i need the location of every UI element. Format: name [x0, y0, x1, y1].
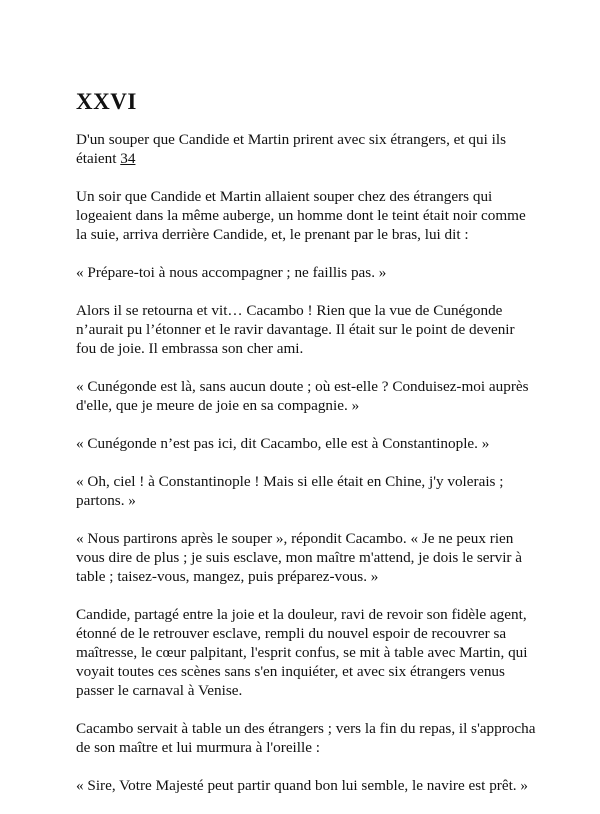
paragraph-6: « Oh, ciel ! à Constantinople ! Mais si elle était en Chine, j'y volerais ; partons. »	[76, 473, 504, 509]
document-page	[76, 88, 536, 814]
paragraph-5: « Cunégonde n’est pas ici, dit Cacambo, elle est à Constantinople. »	[76, 435, 490, 452]
paragraph-10: « Sire, Votre Majesté peut partir quand bon lui semble, le navire est prêt. »	[76, 777, 528, 794]
chapter-title: XXVI	[76, 89, 137, 114]
footnote-link[interactable]: 34	[120, 150, 136, 167]
paragraph-8: Candide, partagé entre la joie et la douleur, ravi de revoir son fidèle agent, étonné de le retrouver esclave, rempli du nouvel espoir de recouvrer sa maîtresse, le cœur palpitant, l'esprit confus, se mit à table avec Martin, qui voyait toutes ces scènes sans s'en inquiéter, et avec six étrangers venus passer le carnaval à Venise.	[76, 606, 528, 699]
paragraph-3: Alors il se retourna et vit… Cacambo ! Rien que la vue de Cunégonde n’aurait pu l’étonner et le ravir davantage. Il était sur le point de devenir fou de joie. Il embrassa son cher ami.	[76, 302, 515, 357]
paragraph-4: « Cunégonde est là, sans aucun doute ; où est-elle ? Conduisez-moi auprès d'elle, que je meure de joie en sa compagnie. »	[76, 378, 529, 414]
paragraph-9: Cacambo servait à table un des étrangers ; vers la fin du repas, il s'approcha de son maître et lui murmura à l'oreille :	[76, 720, 536, 756]
paragraph-7: « Nous partirons après le souper », répondit Cacambo. « Je ne peux rien vous dire de plus ; je suis esclave, mon maître m'attend, je dois le servir à table ; taisez-vous, mangez, puis préparez-vous. »	[76, 530, 523, 585]
chapter-subtitle	[76, 130, 536, 168]
paragraph-2: « Prépare-toi à nous accompagner ; ne faillis pas. »	[76, 264, 387, 281]
chapter-subtitle-text: D'un souper que Candide et Martin prirent avec six étrangers, et qui ils étaient	[76, 131, 506, 167]
paragraph-1: Un soir que Candide et Martin allaient souper chez des étrangers qui logeaient dans la même auberge, un homme dont le teint était noir comme la suie, arriva derrière Candide, et, le prenant par le bras, lui dit :	[76, 188, 526, 243]
